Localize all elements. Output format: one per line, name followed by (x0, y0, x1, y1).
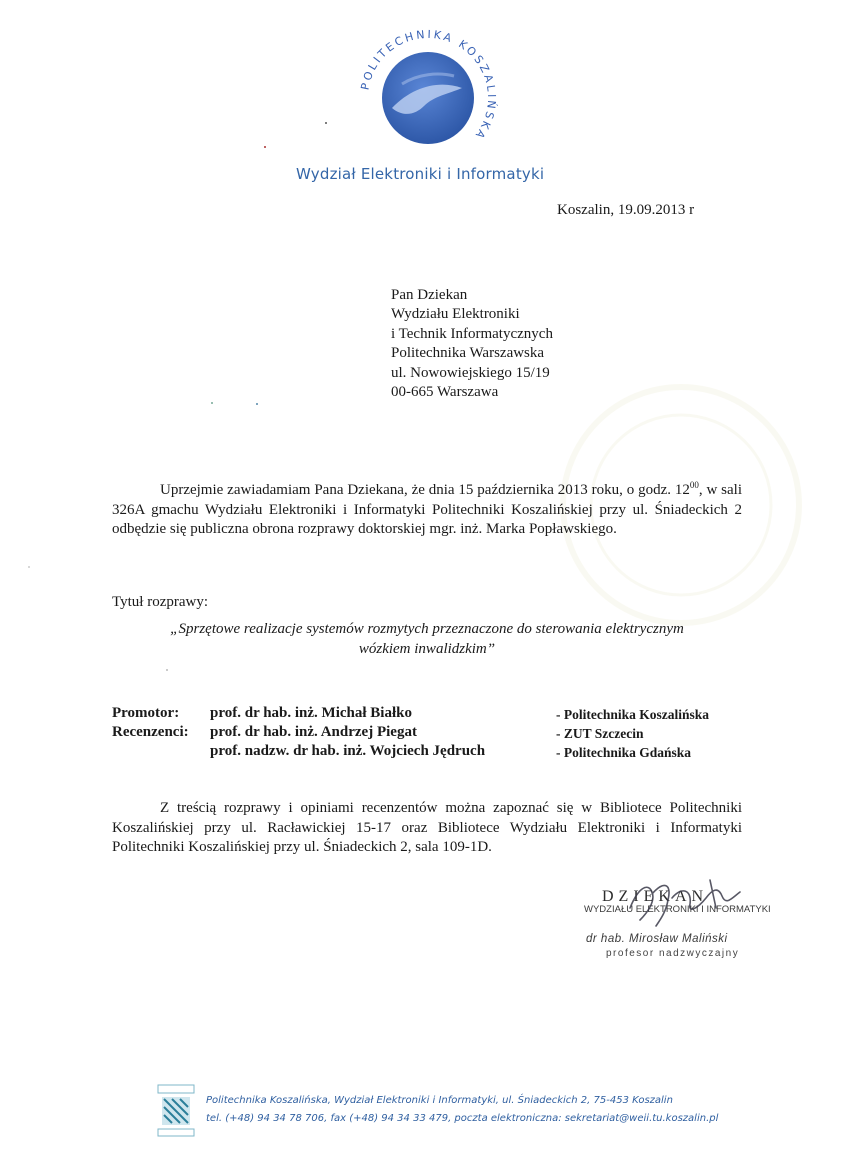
letter-date: Koszalin, 19.09.2013 r (557, 202, 695, 218)
committee-role: Promotor: (112, 705, 180, 721)
footer-phone-email: tel. (+48) 94 34 78 706, fax (+48) 94 34 33 479, poczta elektroniczna: sekretariat@weii.tu.koszalin.pl (206, 1113, 719, 1124)
announcement-paragraph (112, 481, 742, 540)
time-superscript: 00 (689, 480, 699, 490)
thesis-title-line: wózkiem inwalidzkim” (358, 641, 496, 657)
faculty-name: Wydział Elektroniki i Informatyki (296, 165, 545, 183)
recipient-line: Politechnika Warszawska (391, 345, 545, 362)
committee-institution: - Politechnika Gdańska (556, 745, 692, 760)
committee-member-name: prof. nadzw. dr hab. inż. Wojciech Jędruch (210, 743, 486, 759)
scan-speck (166, 669, 168, 671)
announcement-text-end: , w sali 326A gmachu Wydziału Elektroniki i Informatyki Politechniki Koszalińskiej przy ul. Śniadeckich 2 odbędzie się publiczna obrona rozprawy doktorskiej mgr. inż. Marka Popławskiego. (112, 482, 742, 538)
recipient-line: 00-665 Warszawa (391, 384, 499, 401)
footer-faculty-logo (156, 1083, 196, 1139)
library-paragraph (112, 799, 742, 858)
recipient-line: i Technik Informatycznych (391, 325, 553, 342)
recipient-line: Pan Dziekan (391, 287, 468, 303)
footer-address: Politechnika Koszalińska, Wydział Elektroniki i Informatyki, ul. Śniadeckich 2, 75-453 Koszalin (206, 1095, 673, 1106)
committee-institution: - Politechnika Koszalińska (556, 707, 710, 722)
recipient-address (391, 286, 553, 402)
recipient-line: Wydziału Elektroniki (391, 306, 520, 323)
thesis-label: Tytuł rozprawy: (112, 594, 209, 610)
scan-speck (28, 566, 30, 568)
scan-speck (211, 402, 213, 404)
recipient-line: ul. Nowowiejskiego 15/19 (391, 364, 550, 381)
committee-row (112, 743, 762, 762)
stamp-title: DZIEKAN (602, 888, 709, 905)
committee-role: Recenzenci: (112, 724, 189, 740)
committee-member-name: prof. dr hab. inż. Andrzej Piegat (210, 724, 417, 740)
committee-member-name: prof. dr hab. inż. Michał Białko (210, 705, 412, 721)
scan-speck (264, 146, 266, 148)
committee-row (112, 705, 762, 724)
committee-row (112, 724, 762, 743)
library-text: Z treścią rozprawy i opiniami recenzentów można zapoznać się w Bibliotece Politechniki Koszalińskiej przy ul. Racławickiej 15-17 oraz Bibliotece Wydziału Elektroniki i Informatyki Politechniki Koszalińskiej przy ul. Śniadeckich 2, sala 109-1D. (112, 800, 742, 856)
handwritten-signature (560, 868, 770, 938)
university-logo (358, 28, 498, 168)
scan-speck (325, 122, 327, 124)
committee-list (112, 705, 762, 762)
stamp-faculty: WYDZIAŁU ELEKTRONIKI I INFORMATYKI (584, 904, 771, 915)
thesis-title (112, 619, 742, 659)
committee-institution: - ZUT Szczecin (556, 726, 644, 741)
announcement-text-start: Uprzejmie zawiadamiam Pana Dziekana, że dnia 15 października 2013 roku, o godz. 12 (160, 482, 690, 498)
logo-ring-text: POLITECHNIKA KOSZALIŃSKA (358, 28, 498, 143)
footer-contact (206, 1092, 718, 1128)
scan-speck (256, 403, 258, 405)
thesis-title-line: „Sprzętowe realizacje systemów rozmytych przeznaczone do sterowania elektrycznym (170, 621, 684, 637)
signer-name: dr hab. Mirosław Maliński (586, 933, 728, 945)
signer-title: profesor nadzwyczajny (606, 948, 740, 959)
